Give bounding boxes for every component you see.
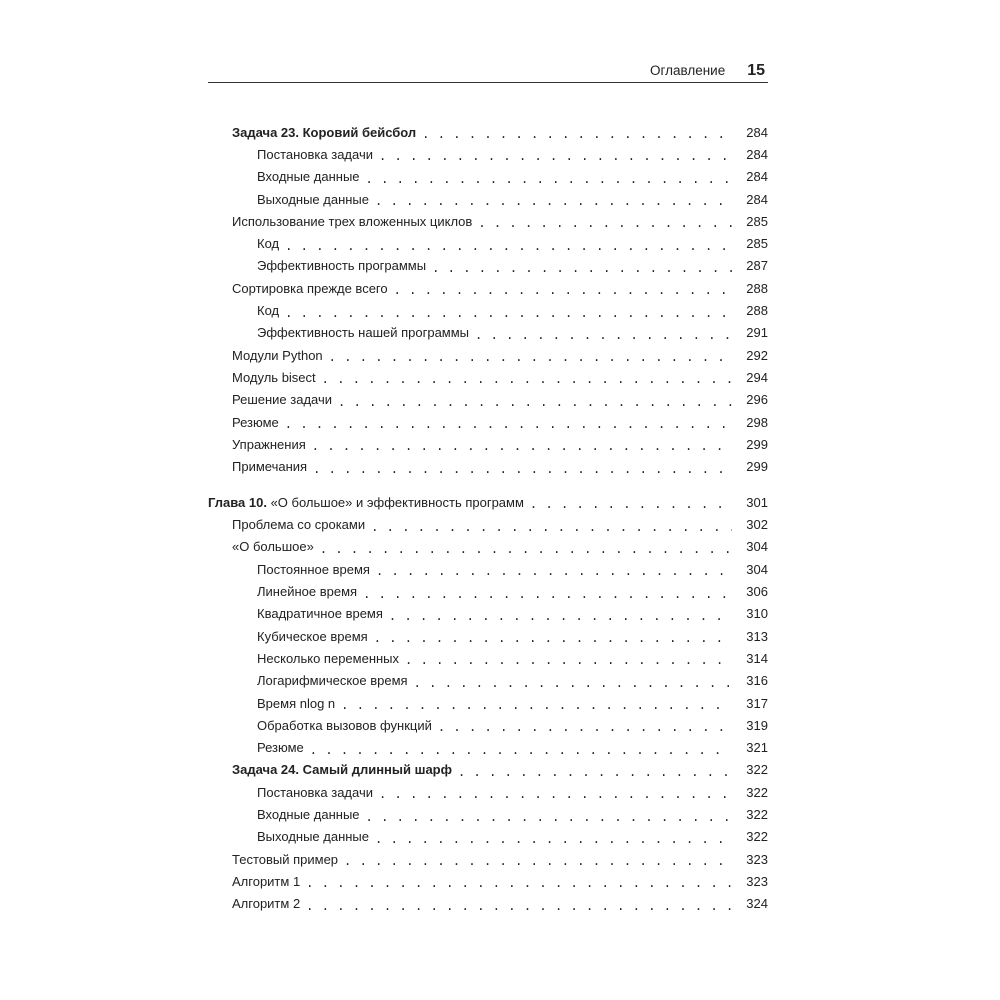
dot-leader <box>338 394 732 408</box>
toc-entry-title <box>232 539 314 554</box>
toc-entry-title <box>232 517 365 532</box>
toc-entry-title <box>232 370 316 385</box>
dot-leader <box>344 853 732 867</box>
toc-entry-label: Резюме <box>257 740 304 756</box>
toc-entry[interactable] <box>208 692 768 714</box>
toc-entry-label: Задача 23. Коровий бейсбол <box>232 124 417 140</box>
toc-page-number: 288 <box>746 303 768 319</box>
toc-entry-label: Линейное время <box>257 584 358 600</box>
toc-entry-title <box>257 740 304 755</box>
toc-entry-label: Использование трех вложенных циклов <box>232 213 473 229</box>
dot-leader <box>313 461 732 475</box>
toc-entry-label: Выходные данные <box>257 829 370 845</box>
toc-chapter-number: Глава 10. <box>208 494 267 510</box>
toc-page-number: 322 <box>746 807 768 823</box>
dot-leader <box>366 171 732 185</box>
toc-entry-label: Входные данные <box>257 169 360 185</box>
running-header <box>208 62 768 80</box>
toc-page-number: 285 <box>746 213 768 229</box>
dot-leader <box>329 349 732 363</box>
dot-leader <box>478 215 732 229</box>
toc-entry[interactable] <box>208 714 768 736</box>
toc-entry-label: Модули Python <box>232 347 323 363</box>
toc-page-number: 322 <box>746 762 768 778</box>
dot-leader <box>312 438 732 452</box>
toc-chapter-entry[interactable] <box>208 491 768 513</box>
toc-page-number: 323 <box>746 851 768 867</box>
dot-leader <box>375 193 732 207</box>
toc-entry[interactable] <box>208 870 768 892</box>
dot-leader <box>379 786 732 800</box>
dot-leader <box>285 305 732 319</box>
toc-entry[interactable] <box>208 580 768 602</box>
toc-page-number: 306 <box>746 584 768 600</box>
toc-page-number: 310 <box>746 606 768 622</box>
toc-page-number: 317 <box>746 695 768 711</box>
toc-entry-title <box>257 829 369 844</box>
toc-page-number: 304 <box>746 561 768 577</box>
toc-entry[interactable] <box>208 670 768 692</box>
toc-entry-label: Квадратичное время <box>257 606 383 622</box>
toc-entry-title <box>232 214 472 229</box>
toc-page-number: 292 <box>746 347 768 363</box>
dot-leader <box>422 126 732 140</box>
toc-page-number: 322 <box>746 829 768 845</box>
toc-entry-title <box>257 192 369 207</box>
toc-entry[interactable] <box>208 893 768 915</box>
toc-entry[interactable] <box>208 803 768 825</box>
toc-entry-label: Кубическое время <box>257 628 368 644</box>
toc-page-number: 284 <box>746 169 768 185</box>
toc-entry-label: Алгоритм 1 <box>232 873 301 889</box>
toc-entry-label: Несколько переменных <box>257 650 400 666</box>
toc-entry-title <box>257 562 370 577</box>
toc-page-number: 313 <box>746 628 768 644</box>
toc-entry-title <box>232 281 388 296</box>
dot-leader <box>320 541 732 555</box>
dot-leader <box>285 238 732 252</box>
toc-entry[interactable] <box>208 625 768 647</box>
dot-leader <box>341 697 732 711</box>
toc-page-number: 302 <box>746 517 768 533</box>
toc-entry[interactable] <box>208 781 768 803</box>
toc-entry[interactable] <box>208 188 768 210</box>
toc-page-number: 284 <box>746 191 768 207</box>
toc-page-number: 299 <box>746 459 768 475</box>
toc-entry-label: Входные данные <box>257 807 360 823</box>
toc-page-number: 298 <box>746 414 768 430</box>
toc-page-number: 321 <box>746 740 768 756</box>
toc-entry-title <box>257 258 426 273</box>
dot-leader <box>394 282 732 296</box>
table-of-contents <box>208 121 768 915</box>
dot-leader <box>375 831 732 845</box>
toc-page-number: 284 <box>746 146 768 162</box>
toc-entry-label: Решение задачи <box>232 392 333 408</box>
toc-entry[interactable] <box>208 433 768 455</box>
toc-page-number: 284 <box>746 124 768 140</box>
toc-entry[interactable] <box>208 299 768 321</box>
toc-entry-label: Задача 24. Самый длинный шарф <box>232 762 452 778</box>
dot-leader <box>366 809 732 823</box>
toc-page-number: 288 <box>746 280 768 296</box>
toc-page-number: 322 <box>746 784 768 800</box>
toc-entry[interactable] <box>208 759 768 781</box>
toc-entry-title <box>232 896 300 911</box>
toc-entry[interactable] <box>208 826 768 848</box>
toc-entry[interactable] <box>208 603 768 625</box>
toc-entry[interactable] <box>208 411 768 433</box>
toc-entry-label: Постановка задачи <box>257 146 373 162</box>
toc-entry-label: Сортировка прежде всего <box>232 280 388 296</box>
dot-leader <box>363 586 732 600</box>
toc-entry[interactable] <box>208 514 768 536</box>
toc-page-number: 296 <box>746 392 768 408</box>
toc-entry-label: «О большое» <box>232 539 314 555</box>
toc-entry-label: Выходные данные <box>257 191 370 207</box>
dot-leader <box>374 630 732 644</box>
toc-entry[interactable] <box>208 344 768 366</box>
toc-entry-title <box>257 606 383 621</box>
dot-leader <box>379 148 732 162</box>
toc-entry-label: Время nlog n <box>257 695 336 711</box>
toc-entry-label: Тестовый пример <box>232 851 339 867</box>
toc-page-number: 285 <box>746 236 768 252</box>
dot-leader <box>389 608 732 622</box>
toc-entry-title <box>232 874 300 889</box>
toc-entry-title <box>257 147 373 162</box>
toc-page-number: 324 <box>746 896 768 912</box>
toc-entry-title <box>257 236 279 251</box>
header-divider <box>208 82 768 83</box>
dot-leader <box>458 764 732 778</box>
toc-entry[interactable] <box>208 166 768 188</box>
toc-entry[interactable] <box>208 121 768 143</box>
toc-entry-title <box>232 437 306 452</box>
dot-leader <box>475 327 732 341</box>
toc-entry[interactable] <box>208 366 768 388</box>
toc-entry-title <box>257 696 335 711</box>
toc-page-number: 294 <box>746 369 768 385</box>
toc-entry-title <box>257 785 373 800</box>
toc-entry-label: Обработка вызовов функций <box>257 717 432 733</box>
dot-leader <box>371 519 732 533</box>
toc-entry-label: Эффективность нашей программы <box>257 325 470 341</box>
dot-leader <box>306 898 732 912</box>
toc-entry-label: Алгоритм 2 <box>232 896 301 912</box>
toc-entry[interactable] <box>208 322 768 344</box>
dot-leader <box>376 563 732 577</box>
toc-entry-label: Резюме <box>232 414 279 430</box>
toc-entry-title <box>257 629 368 644</box>
toc-entry-title <box>232 125 416 140</box>
toc-page-number: 287 <box>746 258 768 274</box>
toc-page-number: 299 <box>746 436 768 452</box>
toc-entry-label: Примечания <box>232 459 308 475</box>
toc-page-number: 301 <box>746 494 768 510</box>
toc-entry-label: Проблема со сроками <box>232 517 366 533</box>
toc-entry-title <box>232 415 279 430</box>
toc-entry-label: Эффективность программы <box>257 258 427 274</box>
toc-entry-title <box>232 348 323 363</box>
toc-entry[interactable] <box>208 389 768 411</box>
dot-leader <box>530 496 732 510</box>
toc-entry-title <box>232 392 332 407</box>
dot-leader <box>438 719 732 733</box>
toc-page-number: 304 <box>746 539 768 555</box>
toc-entry[interactable] <box>208 255 768 277</box>
toc-entry-title <box>232 762 452 777</box>
toc-entry[interactable] <box>208 848 768 870</box>
toc-entry[interactable] <box>208 737 768 759</box>
toc-page-number: 323 <box>746 873 768 889</box>
dot-leader <box>432 260 732 274</box>
toc-entry[interactable] <box>208 232 768 254</box>
toc-entry-title <box>232 852 338 867</box>
toc-entry[interactable] <box>208 210 768 232</box>
toc-entry-label: «О большое» и эффективность программ <box>266 494 524 510</box>
dot-leader <box>322 371 732 385</box>
toc-entry[interactable] <box>208 558 768 580</box>
toc-entry-label: Модуль bisect <box>232 369 316 385</box>
toc-entry-label: Код <box>257 303 280 319</box>
toc-page-number: 291 <box>746 325 768 341</box>
dot-leader <box>306 875 732 889</box>
toc-entry-title <box>208 495 524 510</box>
toc-entry[interactable] <box>208 143 768 165</box>
toc-entry-title <box>257 584 357 599</box>
toc-entry-label: Логарифмическое время <box>257 673 408 689</box>
dot-leader <box>285 416 732 430</box>
toc-entry[interactable] <box>208 455 768 477</box>
dot-leader <box>310 742 732 756</box>
running-header-title: Оглавление <box>649 63 726 78</box>
toc-entry[interactable] <box>208 536 768 558</box>
toc-entry-title <box>257 651 399 666</box>
toc-entry-title <box>257 303 279 318</box>
toc-entry[interactable] <box>208 277 768 299</box>
toc-entry-label: Постоянное время <box>257 561 370 577</box>
toc-entry-title <box>232 459 307 474</box>
toc-entry-title <box>257 325 469 340</box>
dot-leader <box>405 652 732 666</box>
toc-page-number: 314 <box>746 650 768 666</box>
toc-entry-label: Код <box>257 236 280 252</box>
toc-page-number: 319 <box>746 717 768 733</box>
toc-entry[interactable] <box>208 647 768 669</box>
toc-entry-title <box>257 718 432 733</box>
toc-entry-title <box>257 807 360 822</box>
toc-entry-title <box>257 169 360 184</box>
toc-entry-label: Постановка задачи <box>257 784 373 800</box>
dot-leader <box>414 675 732 689</box>
toc-entry-label: Упражнения <box>232 436 306 452</box>
page-number: 15 <box>747 62 765 79</box>
toc-entry-title <box>257 673 408 688</box>
toc-page-number: 316 <box>746 673 768 689</box>
